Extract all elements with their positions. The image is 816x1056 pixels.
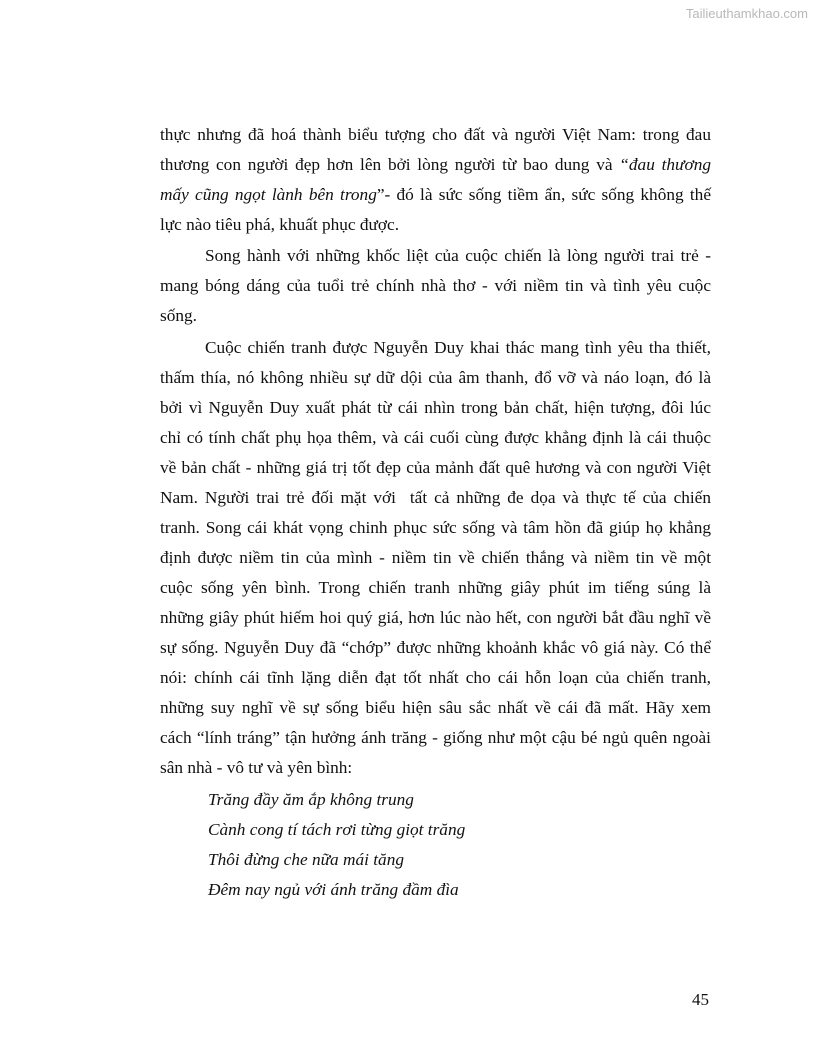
text-line bbox=[160, 607, 711, 629]
verse-line bbox=[208, 849, 708, 871]
text-line bbox=[160, 367, 711, 389]
verse-line bbox=[208, 819, 708, 841]
text-line bbox=[205, 245, 711, 267]
text-segment: Thôi đừng che nữa mái tăng bbox=[208, 850, 404, 869]
page-number: 45 bbox=[692, 990, 709, 1009]
text-line bbox=[160, 517, 711, 539]
verse-line bbox=[208, 879, 708, 901]
text-segment: cuộc sống yên bình. Trong chiến tranh những giây phút im tiếng súng là bbox=[160, 578, 711, 597]
text-segment: Nam. Người trai trẻ đối mặt với tất cả những đe dọa và thực tế của chiến bbox=[160, 488, 711, 507]
text-segment: mang bóng dáng của tuổi trẻ chính nhà thơ - với niềm tin và tình yêu cuộc bbox=[160, 276, 711, 295]
text-segment: cách “lính tráng” tận hưởng ánh trăng - giống như một cậu bé ngủ quên ngoài bbox=[160, 728, 711, 747]
text-line bbox=[160, 184, 711, 206]
text-segment: Cành cong tí tách rơi từng giọt trăng bbox=[208, 820, 466, 839]
verse-line bbox=[208, 789, 708, 811]
text-line bbox=[160, 154, 711, 176]
text-line bbox=[205, 337, 711, 359]
text-line bbox=[160, 697, 711, 719]
text-segment: tranh. Song cái khát vọng chinh phục sức sống và tâm hồn đã giúp họ khẳng bbox=[160, 518, 711, 537]
text-line bbox=[160, 305, 711, 327]
text-segment: bởi vì Nguyễn Duy xuất phát từ cái nhìn trong bản chất, hiện tượng, đôi lúc bbox=[160, 398, 711, 417]
text-segment: Song hành với những khốc liệt của cuộc chiến là lòng người trai trẻ - bbox=[205, 246, 711, 265]
text-line bbox=[160, 577, 711, 599]
italic-quote: mấy cũng ngọt lành bên trong bbox=[160, 185, 377, 204]
text-segment: ”- đó là sức sống tiềm ẩn, sức sống không thế bbox=[376, 185, 711, 204]
text-line bbox=[160, 124, 711, 146]
italic-quote: “đau thương bbox=[619, 155, 711, 174]
text-segment: sống. bbox=[160, 306, 197, 325]
text-segment: Trăng đầy ăm ắp không trung bbox=[208, 790, 414, 809]
text-line bbox=[160, 667, 711, 689]
text-segment: chỉ có tính chất phụ họa thêm, và cái cuối cùng được khẳng định là cái thuộc bbox=[160, 428, 711, 447]
text-line bbox=[160, 214, 711, 236]
text-line bbox=[160, 757, 711, 779]
text-segment: Cuộc chiến tranh được Nguyễn Duy khai thác mang tình yêu tha thiết, bbox=[205, 338, 711, 357]
text-line bbox=[160, 457, 711, 479]
text-segment: thực nhưng đã hoá thành biểu tượng cho đất và người Việt Nam: trong đau bbox=[160, 125, 711, 144]
text-segment: về bản chất - những giá trị tốt đẹp của mảnh đất quê hương và con người Việt bbox=[160, 458, 711, 477]
text-line bbox=[160, 547, 711, 569]
text-segment: Đêm nay ngủ với ánh trăng đầm đìa bbox=[208, 880, 459, 899]
text-line bbox=[160, 487, 711, 509]
text-line bbox=[160, 427, 711, 449]
text-segment: định được niềm tin của mình - niềm tin về chiến thắng và niềm tin về một bbox=[160, 548, 711, 567]
text-line bbox=[160, 275, 711, 297]
text-segment: thương con người đẹp hơn lên bởi lòng người từ bao dung và bbox=[160, 155, 620, 174]
text-line bbox=[160, 637, 711, 659]
text-segment: thấm thía, nó không nhiều sự dữ dội của âm thanh, đổ vỡ và náo loạn, đó là bbox=[160, 368, 711, 387]
text-segment: sự sống. Nguyễn Duy đã “chớp” được những khoảnh khắc vô giá này. Có thể bbox=[160, 638, 711, 657]
text-segment: nói: chính cái tĩnh lặng diễn đạt tốt nhất cho cái hỗn loạn của chiến tranh, bbox=[160, 668, 711, 687]
text-segment: những suy nghĩ về sự sống biểu hiện sâu sắc nhất về cái đã mất. Hãy xem bbox=[160, 698, 711, 717]
text-segment: những giây phút hiếm hoi quý giá, hơn lúc nào hết, con người bắt đầu nghĩ về bbox=[160, 608, 711, 627]
text-segment: lực nào tiêu phá, khuất phục được. bbox=[160, 215, 400, 234]
text-line bbox=[160, 397, 711, 419]
watermark: Tailieuthamkhao.com bbox=[685, 6, 808, 21]
text-segment: sân nhà - vô tư và yên bình: bbox=[160, 758, 353, 777]
text-line bbox=[160, 727, 711, 749]
